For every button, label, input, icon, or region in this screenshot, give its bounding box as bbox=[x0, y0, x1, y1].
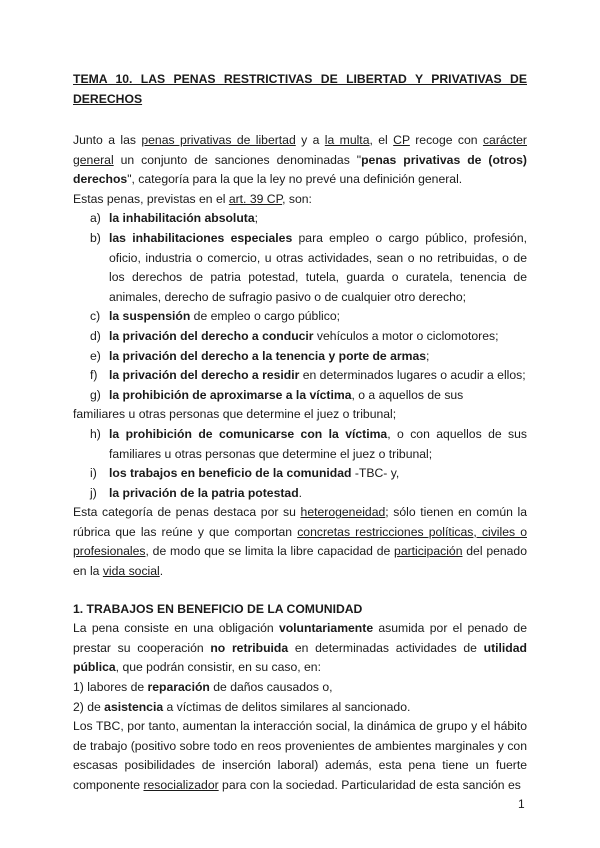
intro-paragraph: Junto a las penas privativas de libertad y a la multa, el CP recoge con carácter general un conjunto de sanciones denominadas "penas privativas de (otros) derechos", categoría para la que la ley no prevé una definición general. bbox=[73, 133, 527, 187]
list-item: c) la suspensión de empleo o cargo público; bbox=[90, 309, 341, 324]
closing-paragraph: Esta categoría de penas destaca por su heterogeneidad; sólo tienen en común la rúbrica que las reúne y que comportan concretas restricciones políticas, civiles o profesionales, de modo que se limita la libre capacidad de participación del penado en la vida social. bbox=[73, 505, 527, 579]
link-vida-social: vida social bbox=[102, 564, 160, 579]
list-item: b) las inhabilitaciones especiales para empleo o cargo público, profesión, oficio, industria o comercio, u otras actividades, sean o no retribuidas, o de los derechos de patria potestad, tutela, guarda o curatela, tenencia de animales, derecho de sufragio pasivo o de cualquier otro derecho; bbox=[90, 230, 528, 304]
link-multa: la multa bbox=[324, 133, 370, 147]
penalties-list bbox=[73, 209, 527, 405]
link-heterogeneidad: heterogeneidad bbox=[300, 505, 386, 520]
document-title: TEMA 10. LAS PENAS RESTRICTIVAS DE LIBERTAD Y PRIVATIVAS DE DERECHOS bbox=[73, 72, 527, 106]
penalties-list-continued bbox=[73, 425, 527, 503]
section-paragraph-2: 1) labores de reparación de daños causados o, bbox=[73, 680, 333, 695]
section-paragraph-1: La pena consiste en una obligación voluntariamente asumida por el penado de prestar su cooperación no retribuida en determinadas actividades de utilidad pública, que podrán consistir, en su caso, en: bbox=[73, 621, 527, 675]
list-item: h) la prohibición de comunicarse con la víctima, o con aquellos de sus familiares u otras personas que determine el juez o tribunal; bbox=[90, 426, 527, 461]
list-item: a) la inhabilitación absoluta; bbox=[90, 211, 258, 226]
list-item: g) la prohibición de aproximarse a la víctima, o a aquellos de sus bbox=[90, 387, 464, 402]
link-penas-privativas: penas privativas de libertad bbox=[141, 133, 296, 147]
list-item: j) la privación de la patria potestad. bbox=[90, 485, 303, 500]
link-art-39: art. 39 CP bbox=[228, 191, 283, 206]
intro-paragraph-2: Estas penas, previstas en el art. 39 CP, son: bbox=[73, 191, 312, 206]
section-heading: 1. TRABAJOS EN BENEFICIO DE LA COMUNIDAD bbox=[73, 601, 363, 616]
link-restricciones: concretas restricciones políticas, civiles o profesionales bbox=[73, 524, 527, 559]
document-page bbox=[73, 70, 527, 796]
link-cp: CP bbox=[393, 133, 410, 147]
section-paragraph-4: Los TBC, por tanto, aumentan la interacción social, la dinámica de grupo y el hábito de trabajo (positivo sobre todo en reos provenientes de ambientes marginales y con escasas posibilidades de inserción laboral) además, esta pena tiene un fuerte componente resocializador para con la sociedad. Particularidad de esta sanción es bbox=[73, 719, 527, 792]
list-item: i) los trabajos en beneficio de la comunidad -TBC- y, bbox=[90, 466, 400, 481]
list-item: d) la privación del derecho a conducir vehículos a motor o ciclomotores; bbox=[90, 328, 499, 343]
list-item-continuation: familiares u otras personas que determine el juez o tribunal; bbox=[73, 407, 397, 422]
list-item: e) la privación del derecho a la tenencia y porte de armas; bbox=[90, 348, 430, 363]
list-item: f) la privación del derecho a residir en determinados lugares o acudir a ellos; bbox=[90, 368, 526, 383]
section-paragraph-3: 2) de asistencia a víctimas de delitos similares al sancionado. bbox=[73, 699, 411, 714]
link-resocializador: resocializador bbox=[143, 778, 219, 792]
page-number: 1 bbox=[518, 797, 525, 811]
link-caracter-general: carácter general bbox=[73, 133, 527, 167]
link-participacion: participación bbox=[394, 544, 463, 559]
